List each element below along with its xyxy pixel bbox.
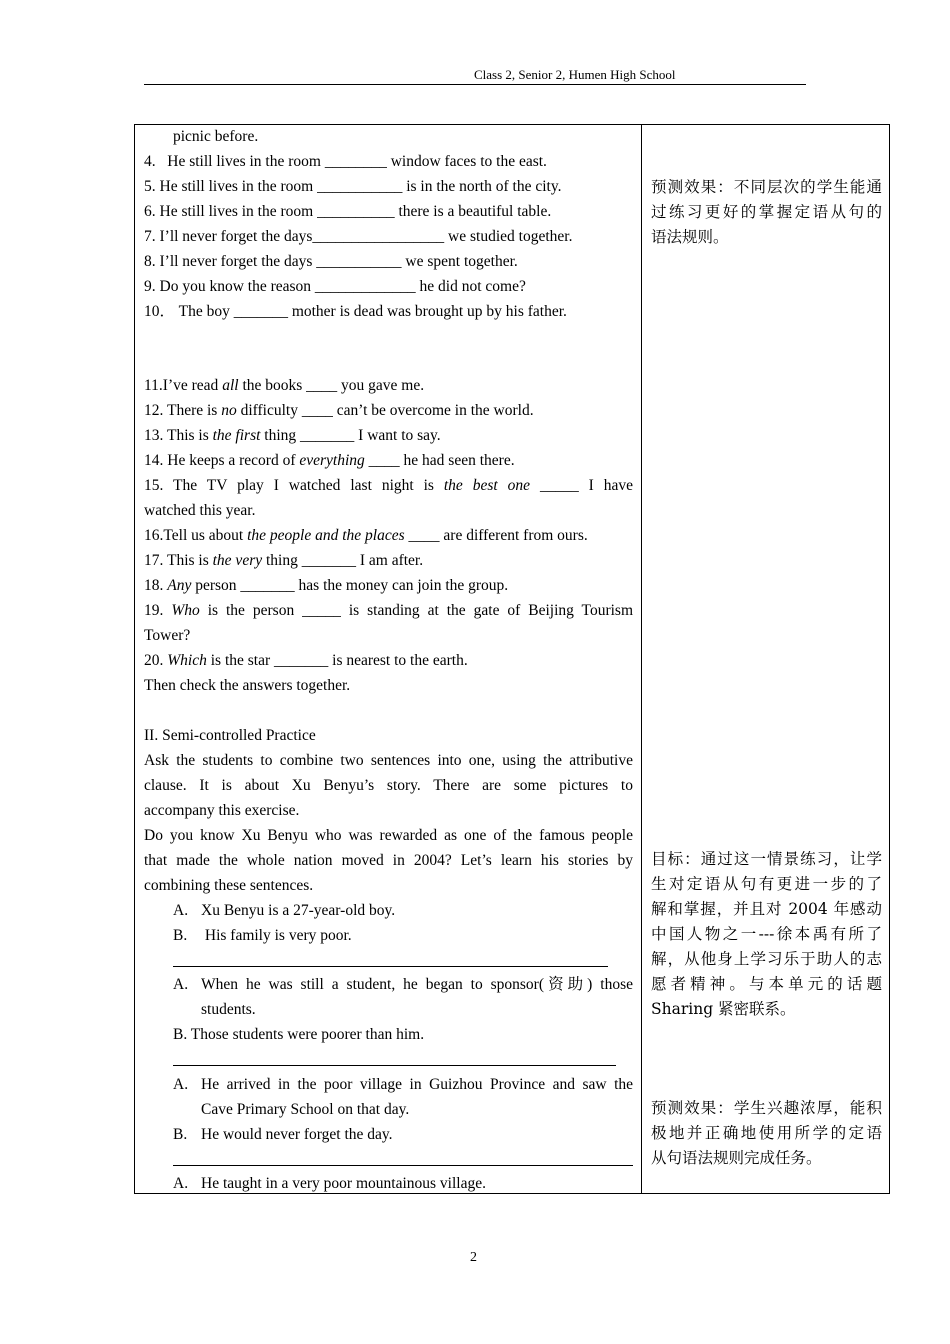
page-header: Class 2, Senior 2, Humen High School [474,67,676,82]
question-6: 6. He still lives in the room __________ there is a beautiful table. [144,203,552,220]
section-heading: II. Semi-controlled Practice [144,727,316,744]
check-answers: Then check the answers together. [144,677,351,694]
exercise-1-a: Xu Benyu is a 27-year-old boy. [201,902,396,919]
question-20: 20. Which is the star _______ is nearest to the earth. [144,652,468,669]
question-8: 8. I’ll never forget the days ___________ we spent together. [144,253,518,270]
paragraph-2-line-2: that made the whole nation moved in 2004? Let’s learn his stories by [144,852,633,869]
question-7: 7. I’ll never forget the days_________________ we studied together. [144,228,573,245]
paragraph-1-line-2: clause. It is about Xu Benyu’s story. There are some pictures to [144,777,633,794]
question-17: 17. This is the very thing _______ I am after. [144,552,424,569]
answer-line-3[interactable] [173,1165,633,1166]
paragraph-2-line-1: Do you know Xu Benyu who was rewarded as one of the famous people [144,827,633,844]
exercise-4-a-label: A. [173,1175,189,1192]
question-10: 10． The boy _______ mother is dead was brought up by his father. [144,303,567,320]
note-expected-effect-2: 预测效果：学生兴趣浓厚，能积 极地并正确地使用所学的定语 从句语法规则完成任务。 [651,1099,882,1167]
exercise-3-a-label: A. [173,1076,189,1093]
question-11: 11.I’ve read all the books ____ you gave me. [144,377,425,394]
exercise-2-a-cont: students. [201,1001,256,1018]
answer-line-2[interactable] [173,1065,616,1066]
question-12: 12. There is no difficulty ____ can’t be overcome in the world. [144,402,534,419]
question-16: 16.Tell us about the people and the places ____ are different from ours. [144,527,588,544]
question-19-cont: Tower? [144,627,191,644]
paragraph-1-line-3: accompany this exercise. [144,802,300,819]
exercise-3-a-cont: Cave Primary School on that day. [201,1101,410,1118]
question-9: 9. Do you know the reason _____________ he did not come? [144,278,526,295]
page-number: 2 [470,1250,477,1265]
exercise-4-a: He taught in a very poor mountainous village. [201,1175,486,1192]
question-13: 13. This is the first thing _______ I want to say. [144,427,441,444]
note-objective: 目标：通过这一情景练习，让学 生对定语从句有更进一步的了 解和掌握，并且对 2004 年感动 中国人物之一---徐本禹有所了 解，从他身上学习乐于助人的志 愿者精神。与本单元的话题 Sharing 紧密联系。 [651,850,882,1018]
question-15: 15. The TV play I watched last night is the best one _____ I have [144,477,633,494]
paragraph-2-line-3: combining these sentences. [144,877,314,894]
exercise-1-b-label: B. [173,927,188,944]
question-19: 19. Who is the person _____ is standing at the gate of Beijing Tourism [144,602,634,619]
question-4: 4. He still lives in the room ________ window faces to the east. [144,153,547,170]
question-14: 14. He keeps a record of everything ____ he had seen there. [144,452,515,469]
paragraph-1-line-1: Ask the students to combine two sentences into one, using the attributive [144,752,633,769]
note-expected-effect-1: 预测效果：不同层次的学生能通 过练习更好的掌握定语从句的 语法规则。 [651,178,882,246]
exercise-1-b: His family is very poor. [201,927,352,944]
header-rule [144,84,806,85]
question-5: 5. He still lives in the room ___________ is in the north of the city. [144,178,562,195]
exercise-2-a-label: A. [173,976,189,993]
exercise-3-b: He would never forget the day. [201,1126,393,1143]
exercise-2-a: When he was still a student, he began to sponsor(资助) those [201,976,633,993]
exercise-1-a-label: A. [173,902,189,919]
exercise-2-b: B. Those students were poorer than him. [173,1026,425,1043]
answer-line-1[interactable] [173,966,608,967]
exercise-3-b-label: B. [173,1126,188,1143]
exercise-3-a: He arrived in the poor village in Guizhou Province and saw the [201,1076,633,1093]
column-divider [641,124,642,1194]
question-18: 18. Any person _______ has the money can join the group. [144,577,509,594]
continuation-line: picnic before. [173,128,259,145]
question-15-cont: watched this year. [144,502,256,519]
